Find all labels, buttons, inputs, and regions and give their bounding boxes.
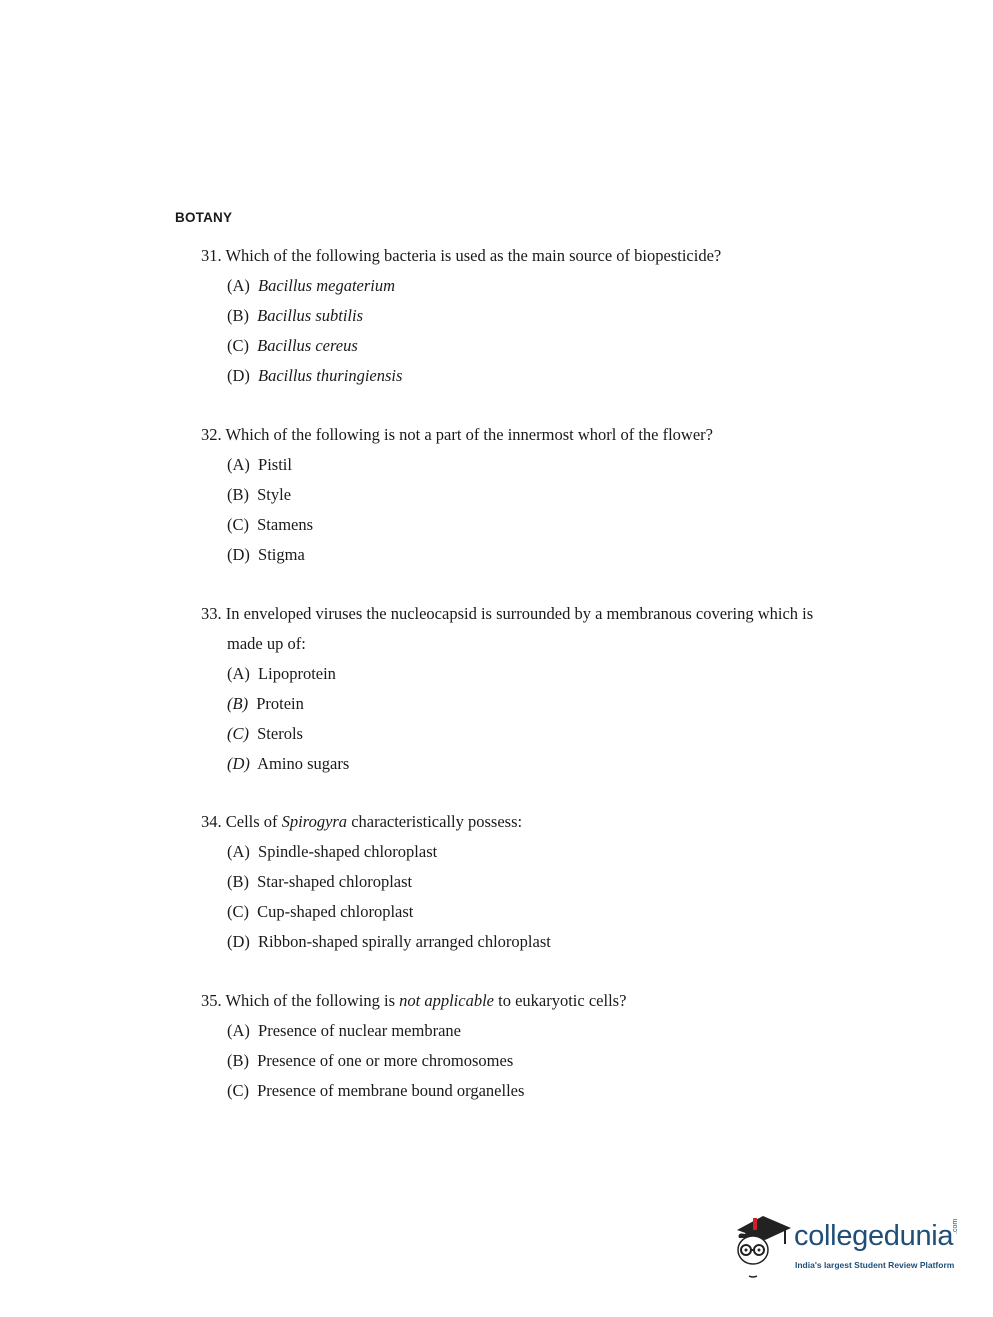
option-c: (C) Stamens xyxy=(227,515,314,534)
question-31 xyxy=(201,241,861,391)
logo-suffix: .com xyxy=(952,1218,959,1234)
option-d: (D) Stigma xyxy=(227,545,305,564)
option-b: (B) Protein xyxy=(227,694,304,713)
option-c: (C) Presence of membrane bound organelles xyxy=(227,1081,525,1100)
question-text: 35. Which of the following is not applicable to eukaryotic cells? xyxy=(201,991,627,1010)
question-33 xyxy=(201,599,861,779)
logo-wordmark: collegedunia xyxy=(794,1220,954,1252)
question-text: 33. In enveloped viruses the nucleocapsid is surrounded by a membranous covering which is xyxy=(201,604,814,623)
option-a: (A) Spindle-shaped chloroplast xyxy=(227,842,438,861)
option-c: (C) Cup-shaped chloroplast xyxy=(227,902,414,921)
question-32 xyxy=(201,420,861,570)
question-35 xyxy=(201,986,861,1106)
question-text-continued: made up of: xyxy=(227,634,306,653)
option-a: (A) Pistil xyxy=(227,455,292,474)
option-c: (C) Bacillus cereus xyxy=(227,336,358,355)
option-a: (A) Presence of nuclear membrane xyxy=(227,1021,461,1040)
question-text: 32. Which of the following is not a part of the innermost whorl of the flower? xyxy=(201,425,713,444)
question-text: 34. Cells of Spirogyra characteristically possess: xyxy=(201,812,523,831)
option-b: (B) Presence of one or more chromosomes xyxy=(227,1051,514,1070)
question-text: 31. Which of the following bacteria is used as the main source of biopesticide? xyxy=(201,246,722,265)
option-b: (B) Star-shaped chloroplast xyxy=(227,872,413,891)
graduate-mascot-icon xyxy=(733,1210,793,1282)
option-d: (D) Amino sugars xyxy=(227,754,350,773)
collegedunia-logo xyxy=(733,1210,963,1282)
option-a: (A) Bacillus megaterium xyxy=(227,276,396,295)
logo-tagline: India's largest Student Review Platform xyxy=(795,1260,955,1270)
question-34 xyxy=(201,807,861,957)
option-c: (C) Sterols xyxy=(227,724,303,743)
option-d: (D) Bacillus thuringiensis xyxy=(227,366,403,385)
option-b: (B) Style xyxy=(227,485,292,504)
option-d: (D) Ribbon-shaped spirally arranged chloroplast xyxy=(227,932,551,951)
option-a: (A) Lipoprotein xyxy=(227,664,336,683)
option-b: (B) Bacillus subtilis xyxy=(227,306,364,325)
section-title: BOTANY xyxy=(175,210,233,225)
